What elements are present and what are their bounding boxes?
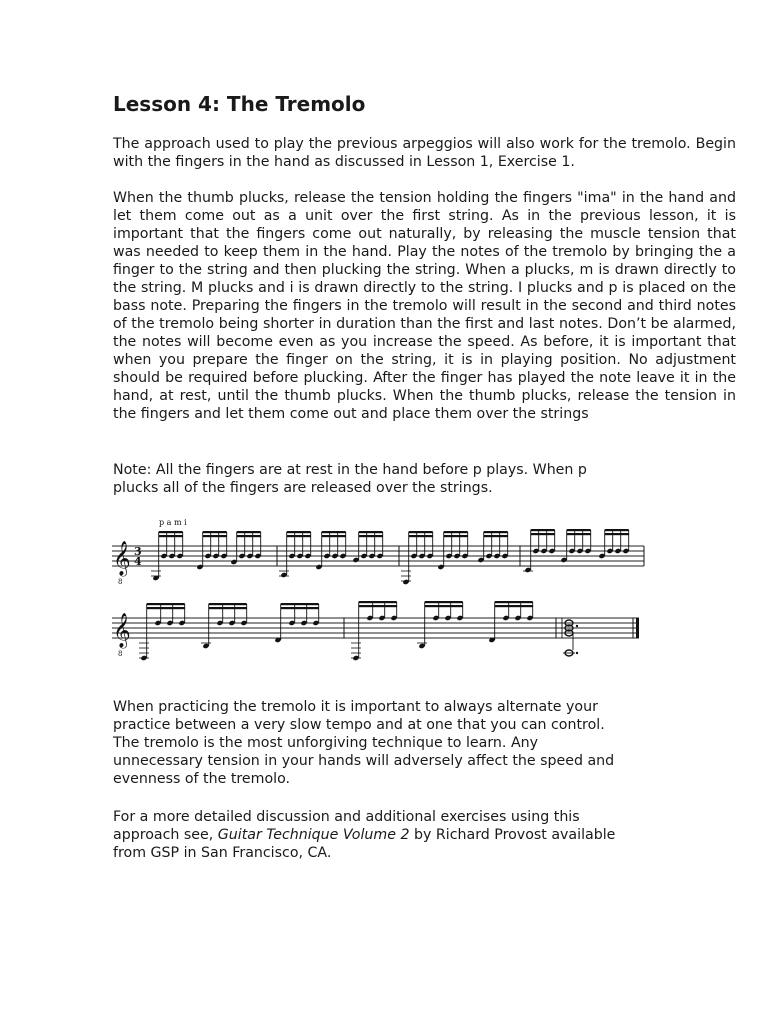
treble-clef-icon	[113, 613, 131, 658]
tremolo-note-group	[139, 603, 186, 661]
music-staff-2	[108, 598, 648, 676]
svg-text:𝄞: 𝄞	[113, 613, 131, 648]
practice-line: unnecessary tension in your hands will adversely affect the speed and	[113, 753, 615, 769]
note-paragraph	[113, 461, 736, 497]
tremolo-note-group	[488, 601, 533, 643]
svg-text:𝄞: 𝄞	[113, 541, 131, 576]
reference-line: from GSP in San Francisco, CA.	[113, 845, 332, 861]
tremolo-note-group	[196, 531, 227, 570]
tremolo-note-group	[230, 531, 261, 565]
tremolo-note-group	[315, 531, 346, 570]
music-system-1	[108, 512, 648, 590]
tremolo-note-group	[351, 601, 398, 661]
reference-paragraph	[113, 808, 736, 862]
reference-line: approach see, Guitar Technique Volume 2 by Richard Provost available	[113, 827, 616, 843]
practice-line: practice between a very slow tempo and at one that you can control.	[113, 717, 605, 733]
tremolo-note-group	[401, 531, 434, 585]
practice-paragraph	[113, 698, 736, 788]
final-chord	[562, 618, 578, 656]
practice-line: The tremolo is the most unforgiving technique to learn. Any	[113, 735, 539, 751]
reference-line: For a more detailed discussion and additional exercises using this	[113, 809, 580, 825]
svg-text:8: 8	[118, 578, 123, 586]
tremolo-note-group	[477, 531, 508, 563]
lesson-title: Lesson 4: The Tremolo	[113, 92, 366, 116]
tremolo-note-group	[417, 601, 464, 649]
music-system-2	[108, 598, 648, 676]
fingering-label: p a m i	[159, 518, 187, 527]
time-signature-top: 3	[134, 545, 142, 558]
tremolo-note-group	[201, 603, 248, 649]
practice-line: When practicing the tremolo it is important to always alternate your	[113, 699, 598, 715]
tremolo-note-group	[437, 531, 468, 570]
svg-text:8: 8	[118, 650, 123, 658]
treble-clef-icon	[113, 541, 131, 586]
note-line: Note: All the fingers are at rest in the hand before p plays. When p	[113, 462, 587, 478]
book-title: Guitar Technique Volume 2	[217, 827, 410, 843]
tremolo-note-group	[598, 529, 629, 559]
practice-line: evenness of the tremolo.	[113, 771, 291, 787]
tremolo-note-group	[279, 531, 312, 578]
intro-paragraph: The approach used to play the previous arpeggios will also work for the tremolo. Begin with the fingers in the hand as discussed in Lesson 1, Exercise 1.	[113, 136, 736, 170]
time-signature-bottom: 4	[134, 555, 142, 568]
time-signature	[134, 545, 142, 568]
note-line: plucks all of the fingers are released over the strings.	[113, 480, 493, 496]
music-staff-1	[108, 512, 648, 590]
tremolo-note-group	[352, 531, 383, 563]
staff-lines	[112, 618, 639, 638]
technique-paragraph: When the thumb plucks, release the tension holding the fingers "ima" in the hand and let them come out as a unit over the first string. As in the previous lesson, it is important that the fingers come out naturally, by releasing the muscle tension that was needed to keep them in the hand. Play the notes of the tremolo by bringing the a finger to the string and then plucking the string. When a plucks, m is drawn directly to the string. M plucks and i is drawn directly to the string. I plucks and p is placed on the bass note. Preparing the fingers in the tremolo will result in the second and third notes of the tremolo being shorter in duration than the first and last notes. Don’t be alarmed, the notes will become even as you increase the speed. As before, it is important that when you prepare the finger on the string, it is in playing position. No adjustment should be required before plucking. After the finger has played the note leave it in the hand, at rest, until the thumb plucks. When the thumb plucks, release the tension in the fingers and let them come out and place them over the strings	[113, 190, 736, 422]
